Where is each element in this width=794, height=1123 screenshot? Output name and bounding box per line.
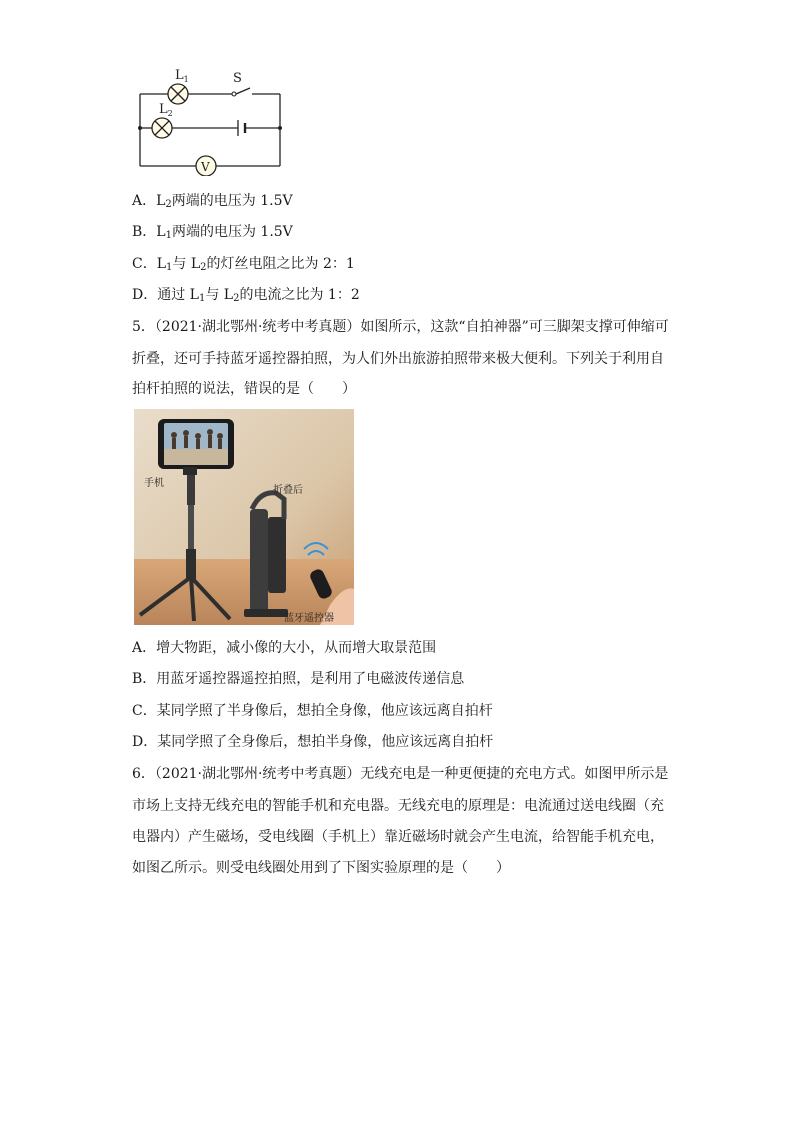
q5-stem-line-2: 折叠，还可手持蓝牙遥控器拍照，为人们外出旅游拍照带来极大便利。下列关于利用自 [132, 351, 664, 367]
q5-option-a: A．增大物距，减小像的大小，从而增大取景范围 [132, 640, 437, 656]
q5-stem-line-1: 5．（2021·湖北鄂州·统考中考真题）如图所示，这款“自拍神器”可三脚架支撑可伸缩可 [132, 319, 669, 335]
q5-option-d: D．某同学照了全身像后，想拍半身像，他应该远离自拍杆 [132, 734, 494, 750]
q6-stem-line-2: 市场上支持无线充电的智能手机和充电器。无线充电的原理是：电流通过送电线圈（充 [132, 798, 664, 814]
photo-label-phone: 手机 [144, 478, 164, 489]
label-switch: S [233, 71, 242, 86]
q6-stem-line-1: 6．（2021·湖北鄂州·统考中考真题）无线充电是一种更便捷的充电方式。如图甲所示是 [132, 766, 669, 782]
q4-option-c: C．$L_1$与 $L_2$的灯丝电阻之比为 2：1 [132, 256, 355, 273]
q4-option-b: B．$L_1$两端的电压为 1.5V [132, 224, 293, 241]
q5-stem-line-3: 拍杆拍照的说法，错误的是（ ） [132, 381, 356, 397]
q5-option-c: C．某同学照了半身像后，想拍全身像，他应该远离自拍杆 [132, 703, 493, 719]
lamp-l2 [152, 118, 172, 138]
photo-label-remote: 蓝牙遥控器 [284, 613, 334, 624]
q6-stem-line-4: 如图乙所示。则受电线圈处用到了下图实验原理的是（ ） [132, 860, 510, 876]
q4-option-a: A．$L_2$两端的电压为 1.5V [132, 193, 293, 210]
q5-option-b: B．用蓝牙遥控器遥控拍照，是利用了电磁波传递信息 [132, 671, 465, 687]
photo-label-folded: 折叠后 [273, 485, 303, 496]
lamp-l1 [168, 84, 188, 104]
circuit-diagram [128, 64, 298, 176]
label-l1: $L_1$ [175, 68, 189, 84]
selfie-stick-photo [134, 409, 354, 625]
label-voltmeter: V [201, 160, 210, 174]
q4-option-d: D．通过 $L_1$与 $L_2$的电流之比为 1：2 [132, 287, 360, 304]
circuit-svg [128, 64, 298, 176]
label-l2: $L_2$ [159, 102, 173, 118]
selfie-stick-illustration [134, 409, 354, 625]
q6-stem-line-3: 电器内）产生磁场，受电线圈（手机上）靠近磁场时就会产生电流，给智能手机充电， [132, 829, 664, 845]
